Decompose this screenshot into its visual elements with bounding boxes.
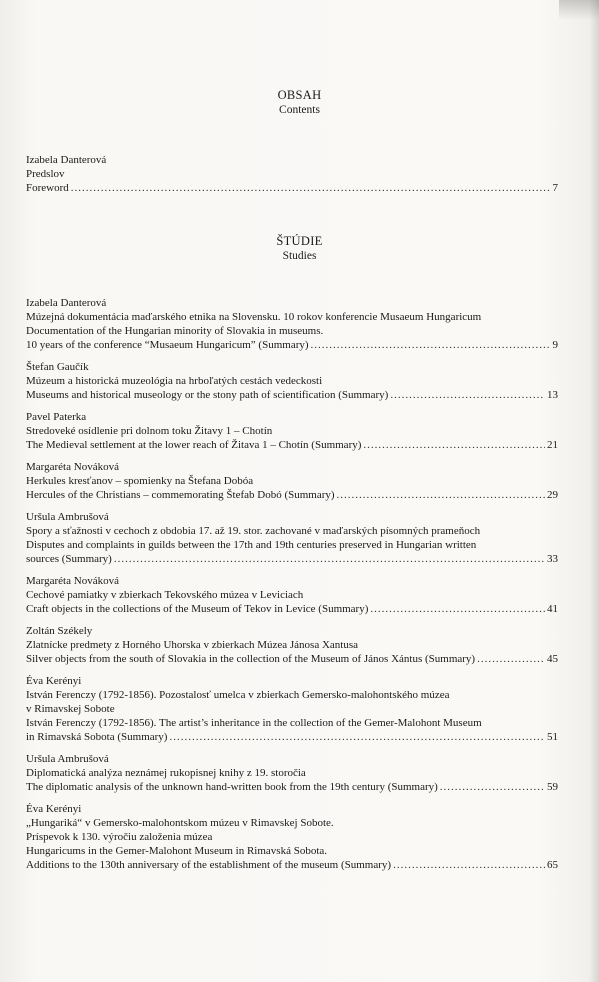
entry-last-line: The diplomatic analysis of the unknown hand-written book from the 19th century (Summary)	[26, 781, 438, 793]
studies-title: ŠTÚDIE	[276, 234, 323, 248]
studies-subtitle: Studies	[282, 250, 317, 262]
dot-leader	[337, 488, 545, 502]
page-edge-shadow	[589, 0, 599, 982]
entry-leader-line	[26, 602, 558, 616]
foreword-author: Izabela Danterová	[26, 154, 107, 166]
toc-entry	[26, 510, 558, 566]
entry-leader-line	[26, 552, 558, 566]
entry-title-line: v Rimavskej Sobote	[26, 703, 115, 715]
entry-page-number: 51	[547, 731, 558, 743]
entry-author: Éva Kerényi	[26, 803, 82, 815]
page-corner-shadow	[559, 0, 599, 20]
contents-subtitle: Contents	[279, 104, 320, 116]
entry-last-line: The Medieval settlement at the lower reach of Žitava 1 – Chotín (Summary)	[26, 439, 362, 451]
entry-last-line: Hercules of the Christians – commemorating Štefab Dobó (Summary)	[26, 489, 335, 501]
entry-page-number: 65	[547, 859, 558, 871]
entry-title-line: Diplomatická analýza neznámej rukopisnej knihy z 19. storočia	[26, 767, 306, 779]
toc-entry	[26, 674, 558, 744]
entry-leader-line	[26, 780, 558, 794]
dot-leader	[169, 730, 545, 744]
entry-title-line: Hungaricums in the Gemer-Malohont Museum in Rimavská Sobota.	[26, 845, 328, 857]
entry-author: Margaréta Nováková	[26, 575, 119, 587]
entry-author: Zoltán Székely	[26, 625, 93, 637]
toc-entry	[26, 296, 558, 352]
toc-entry	[26, 752, 558, 794]
entry-page-number: 45	[547, 653, 558, 665]
entry-page-number: 41	[547, 603, 558, 615]
entry-author: Uršula Ambrušová	[26, 511, 109, 523]
entry-page-number: 29	[547, 489, 558, 501]
dot-leader	[71, 181, 551, 195]
foreword-leader-line	[26, 181, 558, 195]
dot-leader	[390, 388, 545, 402]
entry-title-line: Stredoveké osídlenie pri dolnom toku Žitavy 1 – Chotín	[26, 425, 273, 437]
entry-last-line: Craft objects in the collections of the Museum of Tekov in Levice (Summary)	[26, 603, 369, 615]
entry-leader-line	[26, 438, 558, 452]
dot-leader	[363, 438, 545, 452]
contents-title: OBSAH	[277, 88, 322, 102]
entry-title-line: Múzeum a historická muzeológia na hrboľatých cestách vedeckosti	[26, 375, 323, 387]
entry-title-line: István Ferenczy (1792-1856). Pozostalosť umelca v zbierkach Gemersko-malohontského múzea	[26, 689, 450, 701]
entry-author: Uršula Ambrušová	[26, 753, 109, 765]
dot-leader	[440, 780, 545, 794]
entry-page-number: 21	[547, 439, 558, 451]
entry-leader-line	[26, 338, 558, 352]
dot-leader	[477, 652, 545, 666]
entry-title-line: István Ferenczy (1792-1856). The artist’s inheritance in the collection of the Gemer-Malohont Museum	[26, 717, 482, 729]
toc-entry	[26, 624, 558, 666]
entry-title-line: Zlatnícke predmety z Horného Uhorska v zbierkach Múzea Jánosa Xantusa	[26, 639, 359, 651]
entry-author: Štefan Gaučík	[26, 361, 89, 373]
entry-author: Éva Kerényi	[26, 675, 82, 687]
entry-title-line: „Hungariká“ v Gemersko-malohontskom múzeu v Rimavskej Sobote.	[26, 817, 334, 829]
entry-title-line: Príspevok k 130. výročiu založenia múzea	[26, 831, 213, 843]
entry-page-number: 59	[547, 781, 558, 793]
entry-last-line: Museums and historical museology or the stony path of scientification (Summary)	[26, 389, 389, 401]
studies-heading	[0, 233, 599, 264]
entry-title-line: Documentation of the Hungarian minority of Slovakia in museums.	[26, 325, 324, 337]
entry-author: Margaréta Nováková	[26, 461, 119, 473]
entry-page-number: 33	[547, 553, 558, 565]
entry-title-line: Herkules kresťanov – spomienky na Štefana Dobóa	[26, 475, 254, 487]
entry-last-line: sources (Summary)	[26, 553, 112, 565]
entry-page-number: 9	[552, 339, 558, 351]
entry-title-line: Múzejná dokumentácia maďarského etnika na Slovensku. 10 rokov konferencie Musaeum Hungaricum	[26, 311, 482, 323]
toc-entry	[26, 360, 558, 402]
entry-leader-line	[26, 488, 558, 502]
foreword-title-en: Foreword	[26, 182, 69, 194]
foreword-title-sk: Predslov	[26, 168, 65, 180]
entry-author: Pavel Paterka	[26, 411, 87, 423]
entry-last-line: Silver objects from the south of Slovakia in the collection of the Museum of János Xántus (Summary)	[26, 653, 476, 665]
entry-title-line: Spory a sťažnosti v cechoch z obdobia 17. až 19. stor. zachované v maďarských písomných prameňoch	[26, 525, 481, 537]
entry-last-line: in Rimavská Sobota (Summary)	[26, 731, 168, 743]
entry-leader-line	[26, 858, 558, 872]
entry-last-line: Additions to the 130th anniversary of the establishment of the museum (Summary)	[26, 859, 392, 871]
contents-heading	[0, 87, 599, 118]
entry-leader-line	[26, 730, 558, 744]
dot-leader	[393, 858, 545, 872]
entry-title-line: Disputes and complaints in guilds between the 17th and 19th centuries preserved in Hungarian written	[26, 539, 477, 551]
dot-leader	[311, 338, 551, 352]
entry-author: Izabela Danterová	[26, 297, 107, 309]
entry-leader-line	[26, 652, 558, 666]
toc-entry	[26, 574, 558, 616]
entry-last-line: 10 years of the conference “Musaeum Hungaricum” (Summary)	[26, 339, 309, 351]
foreword-page-number: 7	[552, 182, 558, 194]
toc-entry	[26, 410, 558, 452]
toc-entry	[26, 802, 558, 872]
entry-page-number: 13	[547, 389, 558, 401]
studies-list	[26, 296, 558, 880]
dot-leader	[370, 602, 545, 616]
entry-title-line: Cechové pamiatky v zbierkach Tekovského múzea v Leviciach	[26, 589, 304, 601]
dot-leader	[114, 552, 545, 566]
entry-leader-line	[26, 388, 558, 402]
foreword-entry	[26, 153, 558, 195]
toc-entry	[26, 460, 558, 502]
